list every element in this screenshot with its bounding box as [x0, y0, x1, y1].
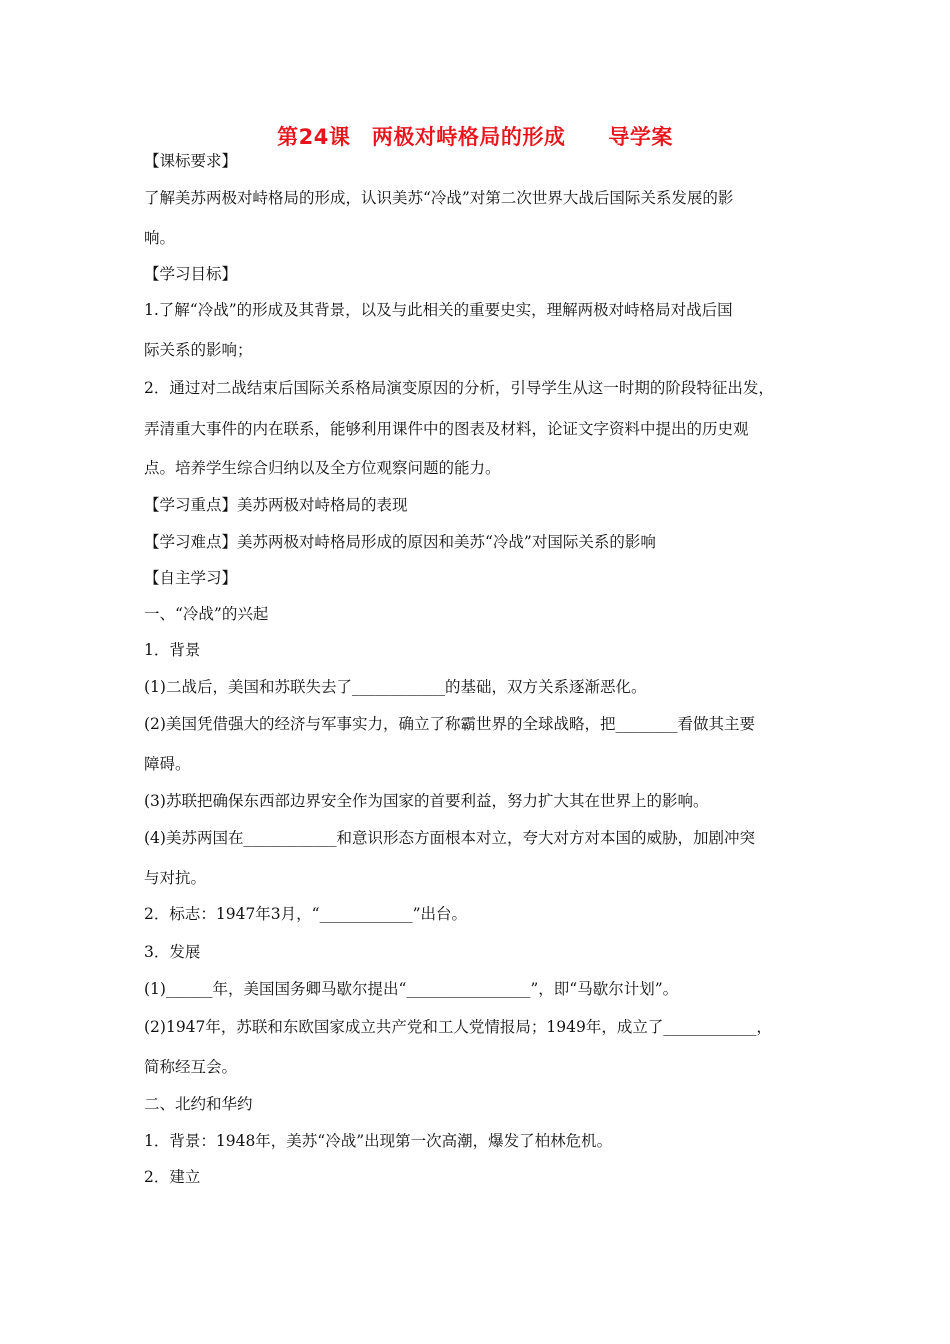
text-line: 与对抗。: [144, 869, 207, 887]
text-line: (4)美苏两国在____________和意识形态方面根本对立，夸大对方对本国的威胁，加剧冲突: [144, 829, 755, 847]
text-line: 1．背景：1948年，美苏“冷战”出现第一次高潮，爆发了柏林危机。: [144, 1132, 613, 1150]
page-title: 第24课 两极对峙格局的形成 导学案: [277, 125, 673, 149]
text-line: 【课标要求】: [144, 152, 238, 170]
text-line: 3．发展: [144, 943, 201, 961]
text-line: 2．标志：1947年3月，“____________”出台。: [144, 905, 468, 923]
text-line: 障碍。: [144, 755, 191, 773]
text-line: 简称经互会。: [144, 1058, 238, 1076]
text-line: (2)美国凭借强大的经济与军事实力，确立了称霸世界的全球战略，把________看做其主要: [144, 715, 755, 733]
text-line: 2．通过对二战结束后国际关系格局演变原因的分析，引导学生从这一时期的阶段特征出发，: [144, 379, 774, 397]
text-line: 1．背景: [144, 641, 201, 659]
text-line: 际关系的影响；: [144, 341, 253, 359]
text-line: 弄清重大事件的内在联系，能够利用课件中的图表及材料，论证文字资料中提出的历史观: [144, 420, 749, 438]
text-line: (3)苏联把确保东西部边界安全作为国家的首要利益，努力扩大其在世界上的影响。: [144, 792, 709, 810]
text-line: (1)二战后，美国和苏联失去了____________的基础，双方关系逐渐恶化。: [144, 678, 647, 696]
text-line: 点。培养学生综合归纳以及全方位观察问题的能力。: [144, 459, 501, 477]
text-line: 了解美苏两极对峙格局的形成，认识美苏“冷战”对第二次世界大战后国际关系发展的影: [144, 189, 734, 207]
text-line: 一、“冷战”的兴起: [144, 605, 269, 623]
text-line: 【自主学习】: [144, 569, 238, 587]
text-line: 二、北约和华约: [144, 1095, 253, 1113]
text-line: 【学习重点】美苏两极对峙格局的表现: [144, 496, 408, 514]
text-line: 【学习目标】: [144, 265, 238, 283]
text-line: (2)1947年，苏联和东欧国家成立共产党和工人党情报局；1949年，成立了____________，: [144, 1018, 772, 1036]
text-line: 1.了解“冷战”的形成及其背景，以及与此相关的重要史实，理解两极对峙格局对战后国: [144, 301, 733, 319]
text-line: 2．建立: [144, 1168, 201, 1186]
text-line: (1)______年，美国国务卿马歇尔提出“________________”，即“马歇尔计划”。: [144, 980, 679, 998]
text-line: 【学习难点】美苏两极对峙格局形成的原因和美苏“冷战”对国际关系的影响: [144, 533, 656, 551]
text-line: 响。: [144, 229, 176, 247]
